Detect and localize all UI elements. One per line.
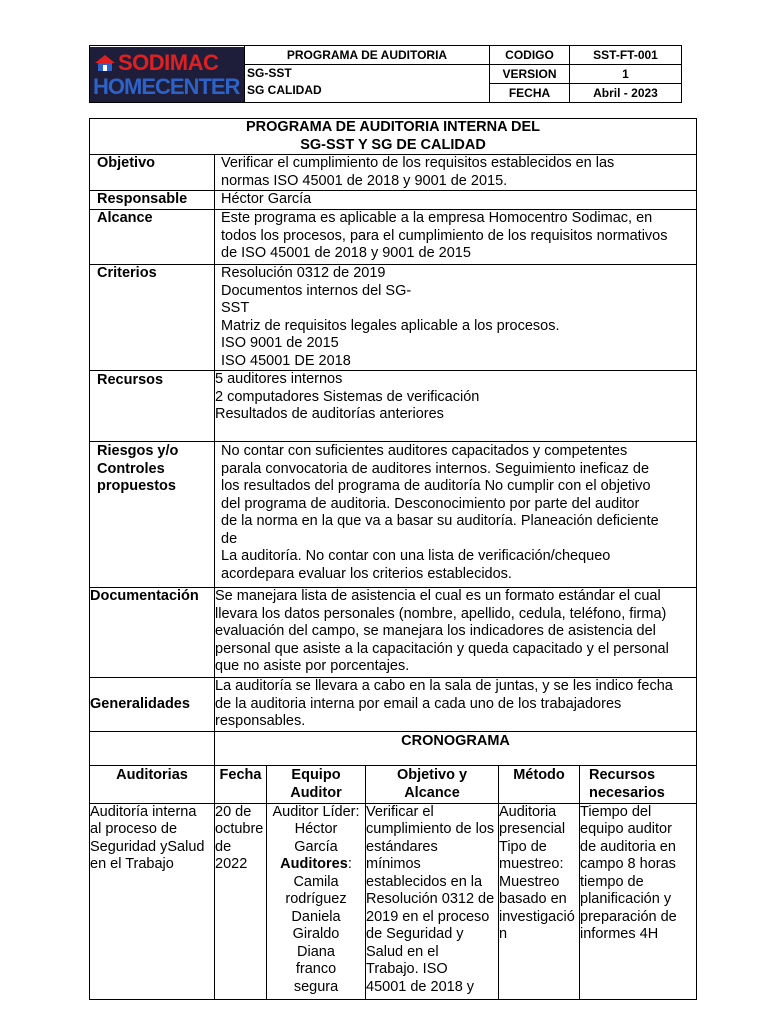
- cronograma-empty-cell: [90, 731, 215, 765]
- doc-title: [90, 119, 697, 155]
- col-header-equipo-auditor: Equipo Auditor: [267, 765, 366, 803]
- logo-text-homecenter: HOMECENTER: [93, 73, 240, 99]
- version-value: 1: [570, 65, 682, 84]
- program-title: PROGRAMA DE AUDITORIA: [245, 46, 490, 65]
- logo-text-sodimac: SODIMAC: [118, 49, 219, 75]
- row-value-objetivo: Verificar el cumplimiento de los requisitos establecidos en las normas ISO 45001 de 2018 y 9001 de 2015.: [215, 155, 697, 191]
- col-header-recursos: Recursos necesarios: [580, 765, 697, 803]
- doc-title-line1: PROGRAMA DE AUDITORIA INTERNA DEL: [246, 119, 541, 135]
- row-value-criterios: Resolución 0312 de 2019 Documentos internos del SG- SST Matriz de requisitos legales aplicable a los procesos. ISO 9001 de 2015 ISO 45001 DE 2018: [215, 265, 697, 371]
- row-value-documentacion: Se manejara lista de asistencia el cual es un formato estándar el cual llevara los datos personales (nombre, apellido, cedula, teléfono, firma) evaluación del campo, se manejara los indicadores de asistencia del personal que asiste a la capacitación y queda capacitado y el personal que no asiste por porcentajes.: [215, 588, 697, 678]
- row-label-documentacion: Documentación: [90, 588, 215, 678]
- row-value-generalidades: La auditoría se llevara a cabo en la sala de juntas, y se les indico fecha de la auditoria interna por email a cada uno de los trabajadores responsables.: [215, 678, 697, 732]
- logo-cell: [90, 46, 245, 103]
- system-names: [245, 65, 490, 103]
- row-label-objetivo: Objetivo: [90, 155, 215, 191]
- schedule-metodo: Auditoria presencial Tipo de muestreo: Muestreo basado en investigació n: [499, 803, 580, 999]
- row-value-recursos: 5 auditores internos 2 computadores Sistemas de verificación Resultados de auditorías anteriores: [215, 371, 697, 442]
- auditores-colon: :: [347, 856, 352, 872]
- row-value-riesgos: No contar con suficientes auditores capacitados y competentes parala convocatoria de auditores internos. Seguimiento ineficaz de los resultados del programa de auditoría No cumplir con el objetivo del programa de auditoria. Desconocimiento por parte del auditor de la norma en la que va a basar su auditoría. Planeación deficiente de La auditoría. No contar con una lista de verificación/chequeo acordepara evaluar los criterios establecidos.: [215, 442, 697, 588]
- system-sgsst: SG-SST: [247, 66, 292, 80]
- cronograma-title: CRONOGRAMA: [215, 731, 697, 765]
- row-value-alcance: Este programa es aplicable a la empresa Homocentro Sodimac, en todos los procesos, para el cumplimiento de los requisitos normativos de ISO 45001 de 2018 y 9001 de 2015: [215, 210, 697, 265]
- row-label-responsable: Responsable: [90, 191, 215, 210]
- fecha-value: Abril - 2023: [570, 84, 682, 103]
- lider-name: Héctor García: [294, 821, 338, 855]
- row-label-alcance: Alcance: [90, 210, 215, 265]
- col-header-auditorias: Auditorias: [90, 765, 215, 803]
- col-header-fecha: Fecha: [215, 765, 267, 803]
- codigo-value: SST-FT-001: [570, 46, 682, 65]
- version-label: VERSION: [490, 65, 570, 84]
- auditores-label-line: [267, 856, 365, 874]
- row-label-generalidades: Generalidades: [90, 678, 215, 732]
- house-icon: [95, 55, 115, 71]
- auditores-label: Auditores: [280, 856, 348, 872]
- codigo-label: CODIGO: [490, 46, 570, 65]
- row-label-riesgos: Riesgos y/o Controles propuestos: [90, 442, 215, 588]
- schedule-auditoria: Auditoría interna al proceso de Seguridad ySalud en el Trabajo: [90, 803, 215, 999]
- schedule-recursos: Tiempo del equipo auditor de auditoria en campo 8 horas tiempo de planificación y preparación de informes 4H: [580, 803, 697, 999]
- document-header: [89, 45, 681, 102]
- fecha-label: FECHA: [490, 84, 570, 103]
- row-label-recursos: Recursos: [90, 371, 215, 442]
- schedule-objetivo: Verificar el cumplimiento de los estándares mínimos establecidos en la Resolución 0312 de 2019 en el proceso de Seguridad y Salud en el Trabajo. ISO 45001 de 2018 y: [366, 803, 499, 999]
- lider-label: Auditor Líder:: [272, 803, 360, 820]
- row-value-responsable: Héctor García: [215, 191, 697, 210]
- schedule-fecha: 20 de octubre de 2022: [215, 803, 267, 999]
- system-sgcalidad: SG CALIDAD: [247, 83, 322, 97]
- sodimac-homecenter-logo: [90, 47, 244, 102]
- audit-program-table: [89, 118, 696, 1000]
- schedule-equipo: [267, 803, 366, 999]
- auditores-names: Camila rodríguez Daniela Giraldo Diana franco segura: [285, 873, 347, 995]
- row-label-criterios: Criterios: [90, 265, 215, 371]
- doc-title-line2: SG-SST Y SG DE CALIDAD: [300, 136, 486, 153]
- col-header-objetivo-alcance: Objetivo y Alcance: [366, 765, 499, 803]
- col-header-metodo: Método: [499, 765, 580, 803]
